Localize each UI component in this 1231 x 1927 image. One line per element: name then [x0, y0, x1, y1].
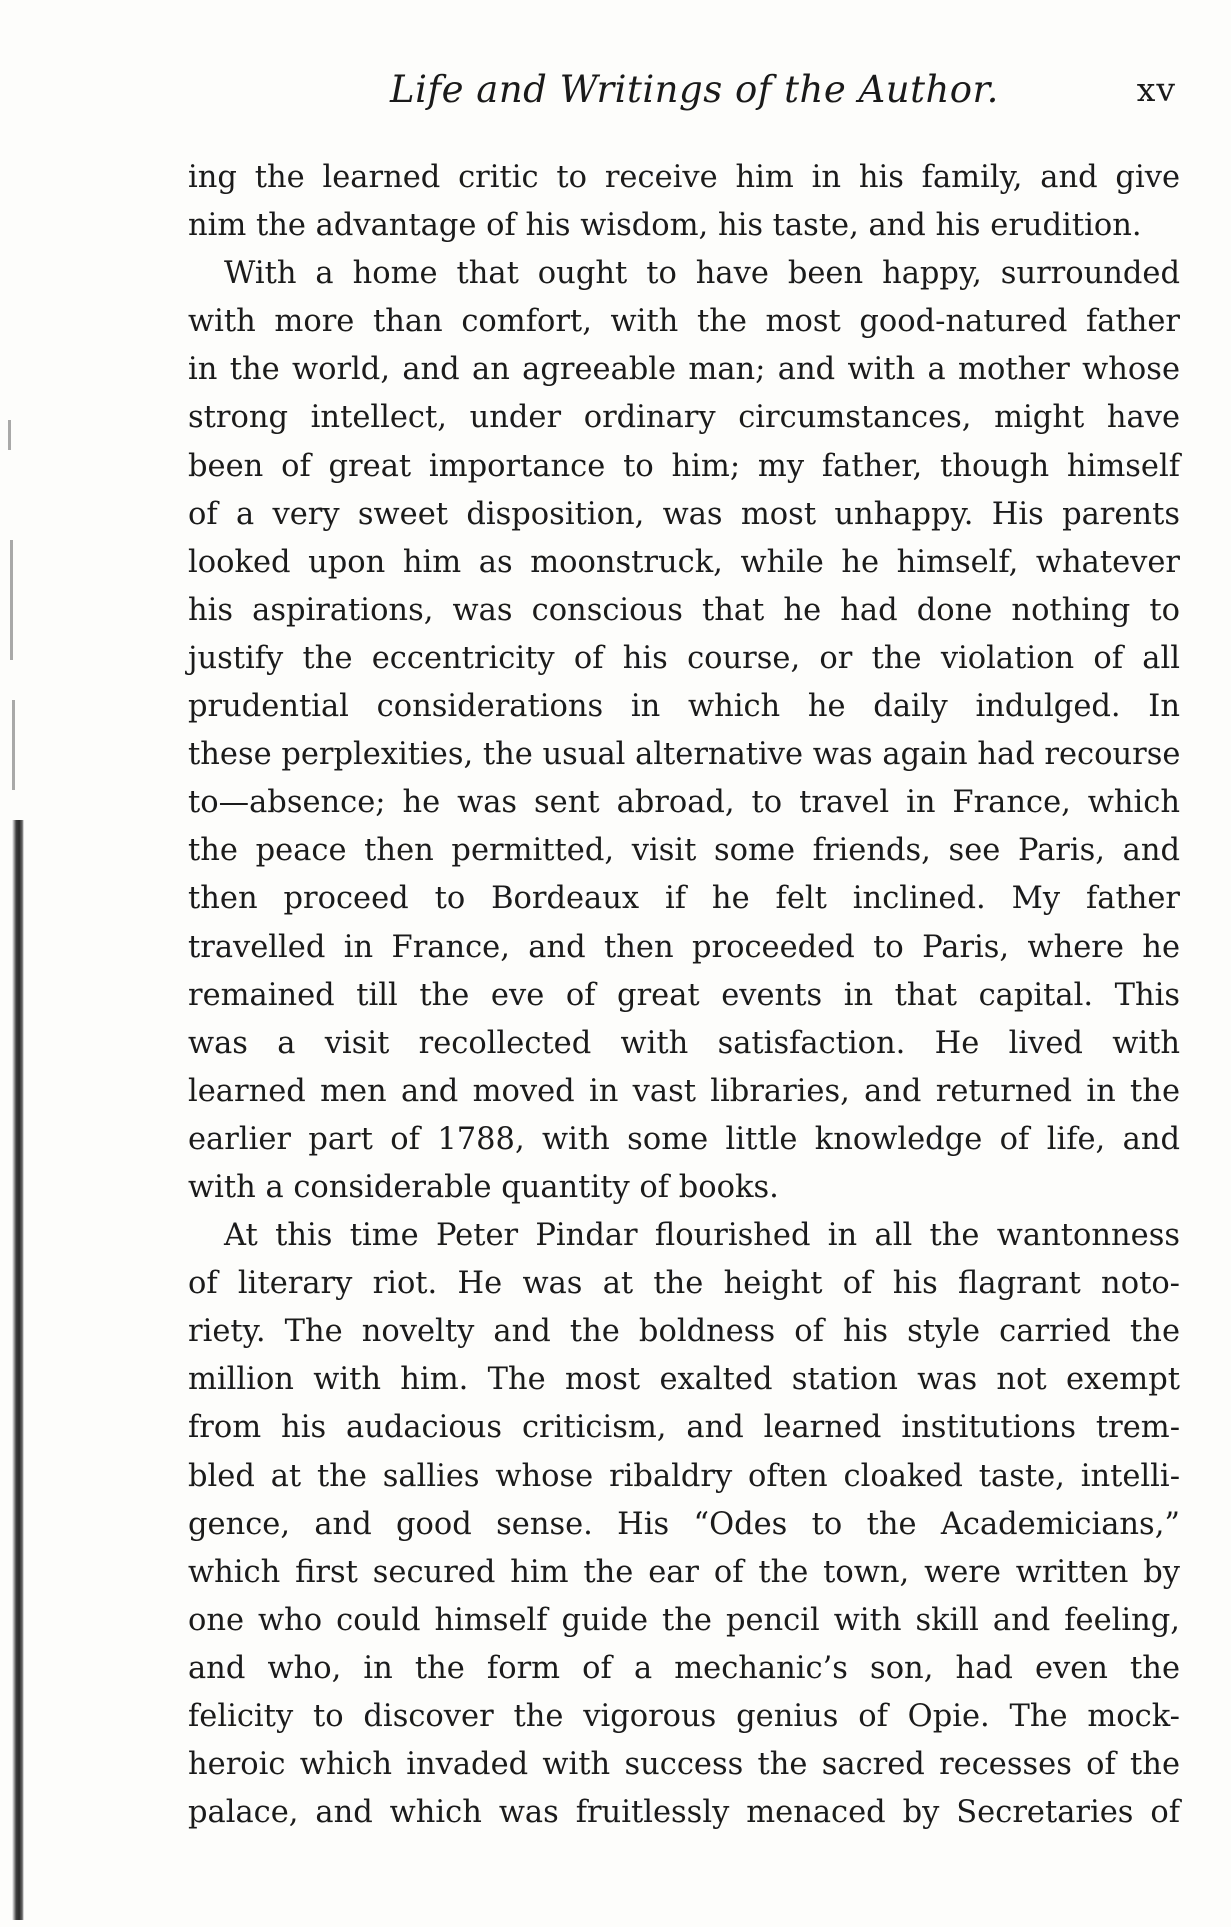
- text-line: earlier part of 1788, with some little knowledge of life, and: [188, 1121, 1180, 1157]
- text-line: bled at the sallies whose ribaldry often cloaked taste, intelli-: [188, 1458, 1180, 1494]
- text-line: remained till the eve of great events in that capital. This: [188, 977, 1180, 1013]
- text-line: million with him. The most exalted station was not exempt: [188, 1362, 1180, 1398]
- text-line: to—absence; he was sent abroad, to travel in France, which: [188, 785, 1180, 821]
- text-line: with a considerable quantity of books.: [188, 1169, 779, 1205]
- text-line: ing the learned critic to receive him in his family, and give: [188, 160, 1180, 195]
- text-line: of literary riot. He was at the height of his flagrant noto-: [188, 1266, 1180, 1302]
- text-line: strong intellect, under ordinary circumstances, might have: [188, 400, 1180, 436]
- text-line: his aspirations, was conscious that he had done nothing to: [188, 592, 1180, 628]
- text-line: prudential considerations in which he daily indulged. In: [188, 689, 1180, 725]
- text-line: palace, and which was fruitlessly menaced by Secretaries of: [188, 1795, 1180, 1831]
- text-line: gence, and good sense. His “Odes to the Academicians,”: [188, 1506, 1180, 1542]
- text-line: from his audacious criticism, and learned institutions trem-: [188, 1410, 1180, 1446]
- page-number: xv: [1136, 70, 1176, 109]
- text-line: which first secured him the ear of the town, were written by: [188, 1554, 1180, 1590]
- text-line: one who could himself guide the pencil with skill and feeling,: [188, 1602, 1180, 1638]
- text-line: heroic which invaded with success the sacred recesses of the: [188, 1747, 1180, 1783]
- running-head: Life and Writings of the Author.: [390, 68, 999, 111]
- text-line: riety. The novelty and the boldness of his style carried the: [188, 1314, 1180, 1350]
- text-line: With a home that ought to have been happy, surrounded: [224, 256, 1180, 292]
- body-text: [188, 154, 1180, 1837]
- text-line: nim the advantage of his wisdom, his taste, and his erudition.: [188, 208, 1142, 244]
- margin-speck: [8, 420, 11, 450]
- text-line: justify the eccentricity of his course, or the violation of all: [188, 640, 1180, 676]
- text-line: been of great importance to him; my father, though himself: [188, 448, 1180, 484]
- text-line: At this time Peter Pindar flourished in all the wantonness: [224, 1218, 1180, 1254]
- text-line: in the world, and an agreeable man; and with a mother whose: [188, 352, 1180, 388]
- text-line: was a visit recollected with satisfaction. He lived with: [188, 1025, 1180, 1061]
- text-line: of a very sweet disposition, was most unhappy. His parents: [188, 496, 1180, 532]
- page-header: [190, 68, 1180, 118]
- text-line: with more than comfort, with the most good-natured father: [188, 304, 1180, 340]
- text-line: learned men and moved in vast libraries, and returned in the: [188, 1073, 1180, 1109]
- text-line: travelled in France, and then proceeded to Paris, where he: [188, 929, 1180, 965]
- margin-speck: [12, 700, 15, 790]
- text-line: the peace then permitted, visit some friends, see Paris, and: [188, 833, 1180, 869]
- text-line: these perplexities, the usual alternative was again had recourse: [188, 737, 1181, 773]
- text-line: and who, in the form of a mechanic’s son, had even the: [188, 1650, 1180, 1686]
- text-line: felicity to discover the vigorous genius of Opie. The mock-: [188, 1699, 1180, 1734]
- binding-shadow: [12, 820, 24, 1920]
- margin-speck: [10, 540, 13, 660]
- text-line: looked upon him as moonstruck, while he himself, whatever: [188, 544, 1180, 580]
- text-line: then proceed to Bordeaux if he felt inclined. My father: [188, 881, 1180, 917]
